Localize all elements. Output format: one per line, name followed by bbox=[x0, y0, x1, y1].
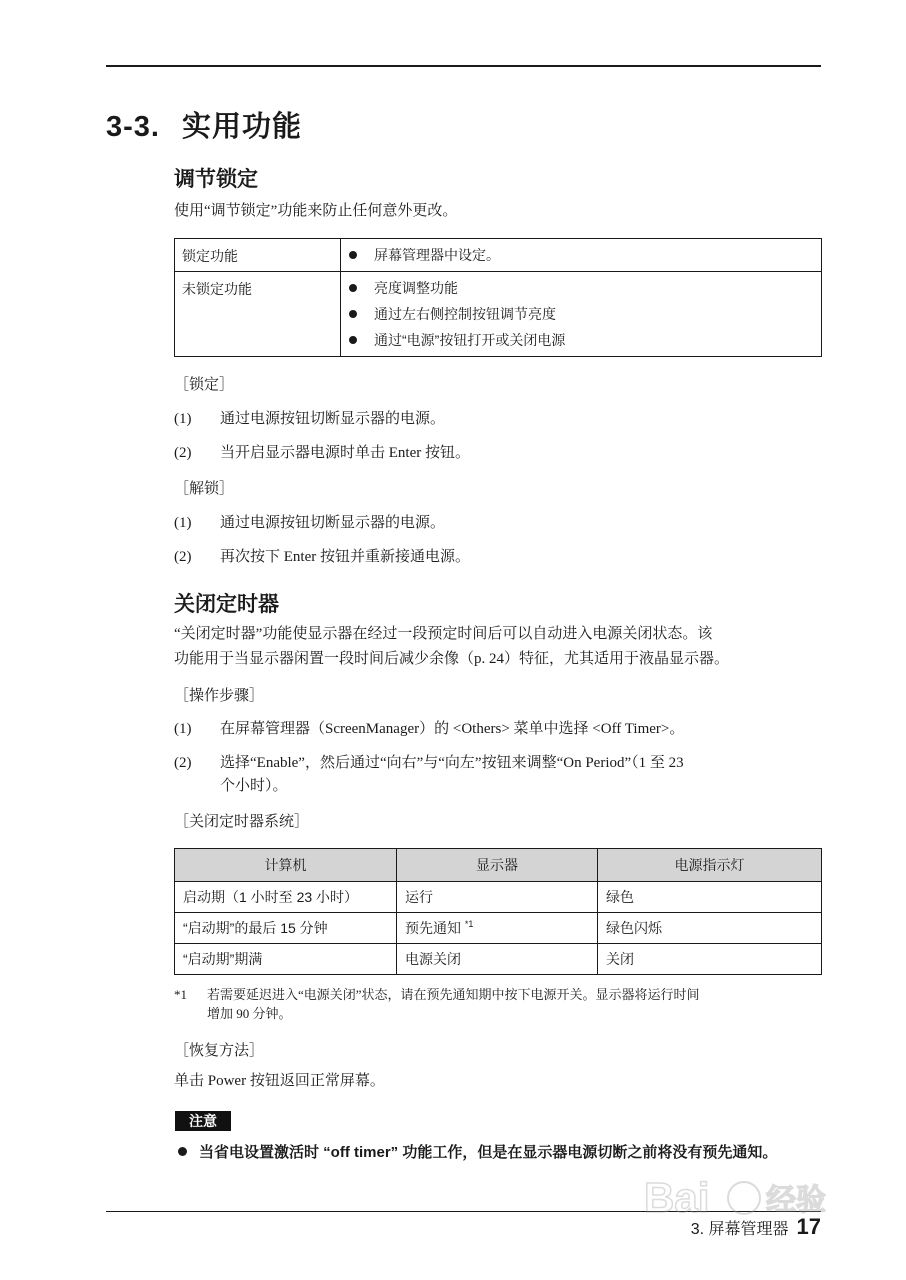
table-cell: 启动期（1 小时至 23 小时） bbox=[175, 882, 397, 913]
step-text: 通过电源按钮切断显示器的电源。 bbox=[220, 515, 446, 531]
step-text: 再次按下 Enter 按钮并重新接通电源。 bbox=[220, 549, 470, 565]
step-item bbox=[174, 441, 470, 462]
table-cell: 电源关闭 bbox=[397, 944, 598, 975]
step-number: (2) bbox=[174, 445, 192, 461]
list-item bbox=[341, 275, 821, 301]
top-rule bbox=[106, 65, 821, 67]
footnote-line1: 若需要延迟进入“电源关闭”状态，请在预先通知期中按下电源开关。显示器将运行时间 bbox=[207, 987, 700, 1002]
table-cell bbox=[397, 913, 598, 944]
step-item bbox=[174, 751, 684, 772]
off-timer-table bbox=[174, 848, 822, 975]
table-cell: “启动期”的最后 15 分钟 bbox=[175, 913, 397, 944]
lock-function-table bbox=[174, 238, 822, 357]
bullet-icon bbox=[178, 1147, 187, 1156]
off-timer-intro-line2: 功能用于当显示器闲置一段时间后减少余像（p. 24）特征，尤其适用于液晶显示器。 bbox=[174, 651, 730, 667]
section-heading-adjustment-lock: 调节锁定 bbox=[174, 168, 258, 191]
table-row bbox=[175, 272, 822, 357]
bullet-icon bbox=[349, 310, 357, 318]
list-item-text: 屏幕管理器中设定。 bbox=[374, 247, 500, 263]
step-item bbox=[174, 511, 445, 532]
recovery-label: ［恢复方法］ bbox=[174, 1042, 265, 1059]
step-number: (2) bbox=[174, 755, 192, 771]
footnote bbox=[174, 985, 824, 1025]
step-text: 个小时）。 bbox=[220, 778, 288, 794]
bullet-icon bbox=[349, 251, 357, 259]
step-item bbox=[174, 717, 684, 738]
column-header-power-indicator: 电源指示灯 bbox=[598, 849, 822, 882]
step-text: 在屏幕管理器（ScreenManager）的 <Others> 菜单中选择 <Off Timer>。 bbox=[220, 721, 685, 737]
svg-text:经验: 经验 bbox=[766, 1183, 826, 1218]
table-header-row bbox=[175, 849, 822, 882]
table-cell: 绿色 bbox=[598, 882, 822, 913]
step-number: (1) bbox=[174, 411, 192, 427]
footnote-reference: *1 bbox=[464, 919, 474, 929]
note-text-line bbox=[174, 1141, 777, 1162]
adjustment-lock-intro: 使用“调节锁定”功能来防止任何意外更改。 bbox=[174, 203, 458, 219]
footnote-mark: *1 bbox=[174, 987, 187, 1002]
step-number: (1) bbox=[174, 721, 192, 737]
timer-system-label: ［关闭定时器系统］ bbox=[174, 813, 310, 830]
step-text: 选择“Enable”，然后通过“向右”与“向左”按钮来调整“On Period”（1 至 23 bbox=[220, 755, 684, 771]
step-text: 当开启显示器电源时单击 Enter 按钮。 bbox=[220, 445, 470, 461]
footnote-line2: 增加 90 分钟。 bbox=[207, 1006, 292, 1021]
table-cell: 绿色闪烁 bbox=[598, 913, 822, 944]
list-item bbox=[341, 242, 821, 268]
step-text: 通过电源按钮切断显示器的电源。 bbox=[220, 411, 446, 427]
column-header-computer: 计算机 bbox=[175, 849, 397, 882]
table-cell: 运行 bbox=[397, 882, 598, 913]
procedure-label: ［操作步骤］ bbox=[174, 687, 265, 704]
list-item bbox=[341, 327, 821, 353]
chapter-heading bbox=[106, 104, 302, 145]
list-item-text: 通过“电源”按钮打开或关闭电源 bbox=[374, 332, 566, 348]
chapter-title: 实用功能 bbox=[181, 111, 302, 143]
table-row bbox=[175, 239, 822, 272]
step-item-continued bbox=[174, 774, 288, 795]
bullet-icon bbox=[349, 336, 357, 344]
table-row bbox=[175, 944, 822, 975]
table-cell-label: 未锁定功能 bbox=[175, 272, 341, 357]
step-item bbox=[174, 407, 445, 428]
recovery-text: 单击 Power 按钮返回正常屏幕。 bbox=[174, 1073, 385, 1089]
step-item bbox=[174, 545, 470, 566]
note-text: 当省电设置激活时 “off timer” 功能工作，但是在显示器电源切断之前将没有预先通知。 bbox=[199, 1144, 778, 1161]
baidu-watermark-logo bbox=[640, 1160, 860, 1240]
table-cell-items bbox=[341, 272, 822, 357]
note-badge: 注意 bbox=[175, 1111, 231, 1131]
table-cell: 关闭 bbox=[598, 944, 822, 975]
list-item bbox=[341, 301, 821, 327]
unlock-label: ［解锁］ bbox=[174, 480, 235, 497]
chapter-number: 3-3. bbox=[106, 111, 160, 143]
table-row bbox=[175, 882, 822, 913]
column-header-monitor: 显示器 bbox=[397, 849, 598, 882]
table-cell-text: 预先通知 bbox=[405, 920, 461, 936]
table-row bbox=[175, 913, 822, 944]
table-cell: “启动期”期满 bbox=[175, 944, 397, 975]
section-heading-off-timer: 关闭定时器 bbox=[174, 593, 279, 616]
page-number: 17 bbox=[796, 1214, 821, 1239]
table-cell-label: 锁定功能 bbox=[175, 239, 341, 272]
svg-text:Bai: Bai bbox=[644, 1174, 710, 1221]
list-item-text: 通过左右侧控制按钮调节亮度 bbox=[374, 306, 556, 322]
footer-section-title: 3. 屏幕管理器 bbox=[690, 1221, 789, 1238]
step-number: (2) bbox=[174, 549, 192, 565]
list-item-text: 亮度调整功能 bbox=[374, 280, 458, 296]
table-cell-items bbox=[341, 239, 822, 272]
step-number: (1) bbox=[174, 515, 192, 531]
bullet-icon bbox=[349, 284, 357, 292]
lock-label: ［锁定］ bbox=[174, 376, 235, 393]
off-timer-intro-line1: “关闭定时器”功能使显示器在经过一段预定时间后可以自动进入电源关闭状态。该 bbox=[174, 626, 713, 642]
